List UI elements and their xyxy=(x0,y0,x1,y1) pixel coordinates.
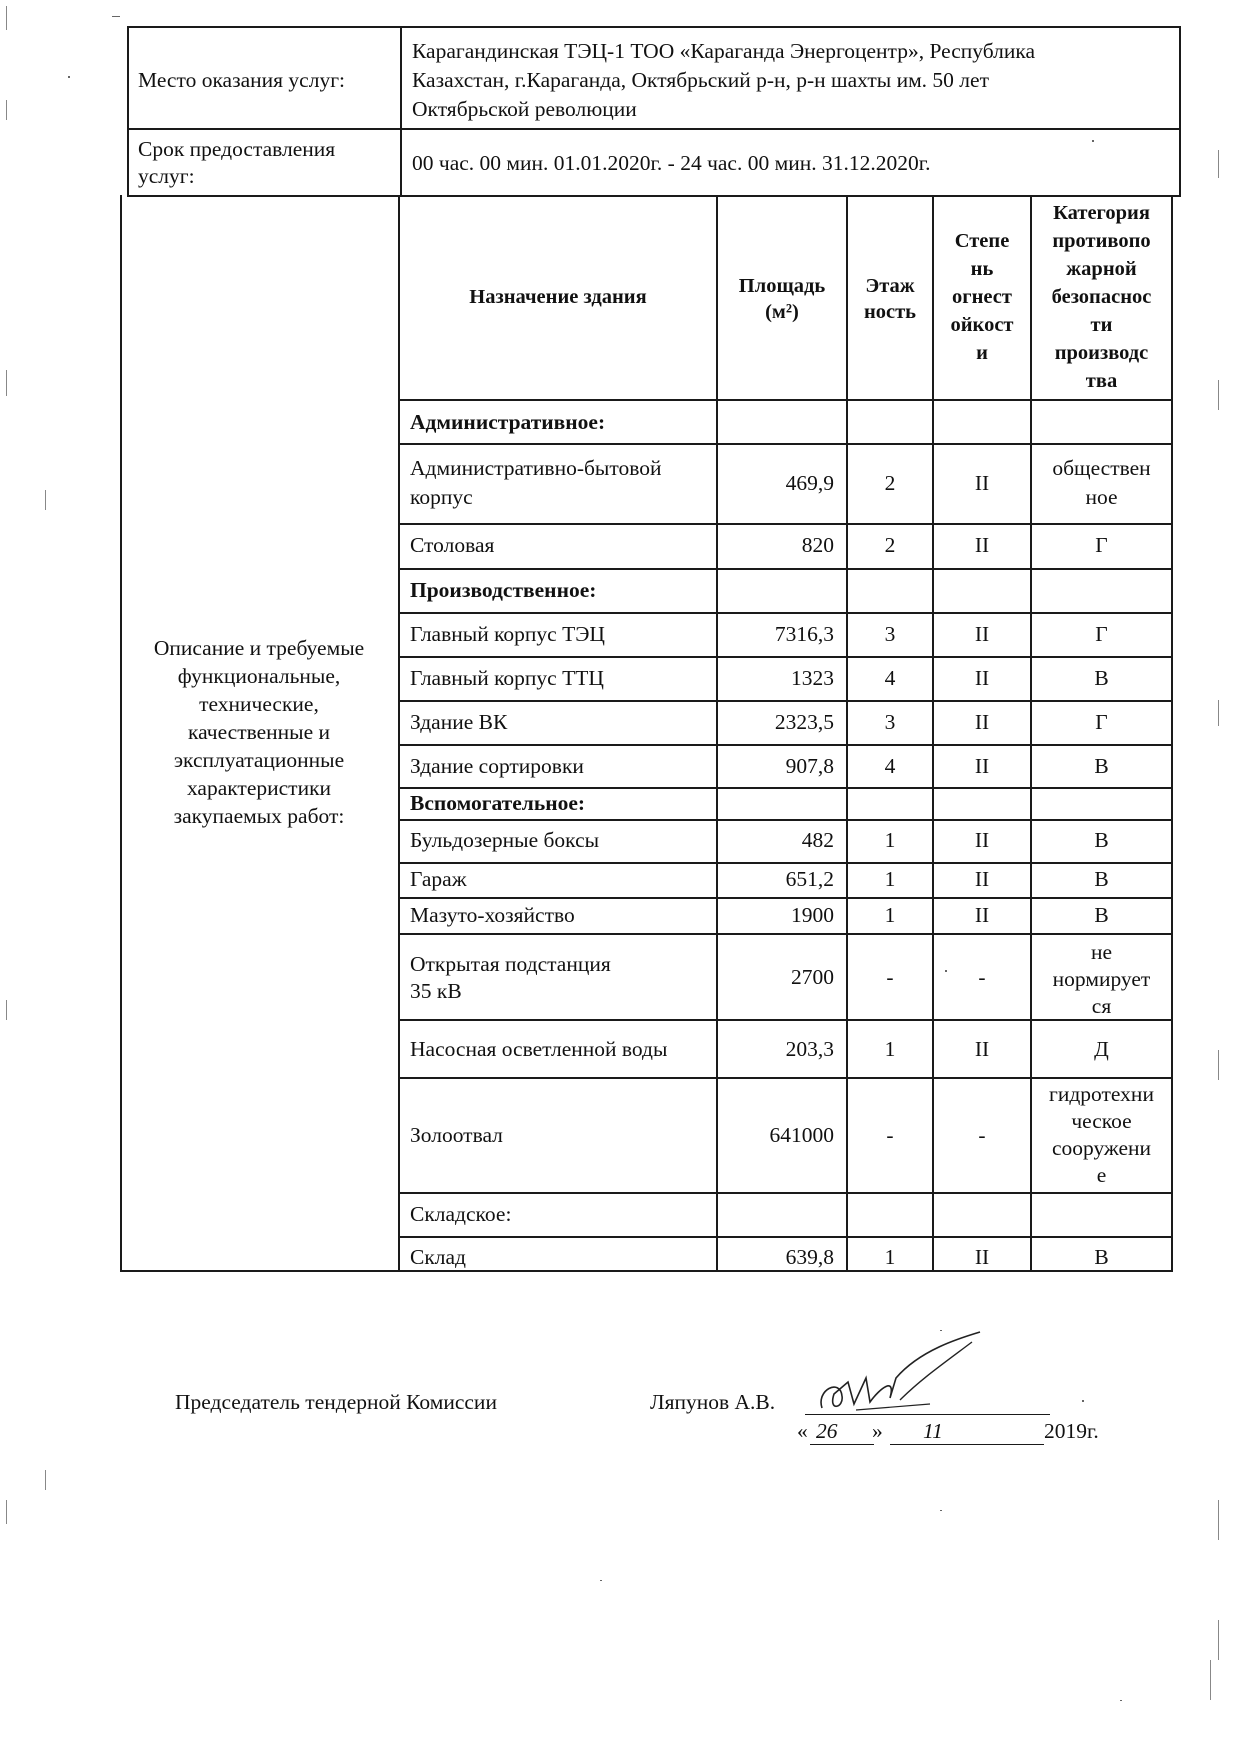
section-auxiliary: Вспомогательное: xyxy=(410,791,586,815)
header-degree-3: огнест xyxy=(952,286,1012,308)
header-area-2: (м²) xyxy=(765,301,799,323)
table-row-line xyxy=(398,700,1173,702)
header-category-1: Категория xyxy=(1053,202,1150,224)
row-area: 1900 xyxy=(791,903,834,927)
table-row-line xyxy=(398,744,1173,746)
description-label-5: эксплуатационные xyxy=(173,748,345,772)
header-floors-2: ность xyxy=(863,301,917,323)
row-degree: II xyxy=(974,754,990,778)
row-category-line: В xyxy=(1094,903,1109,927)
row-floors: - xyxy=(886,965,894,989)
table-row-line xyxy=(398,656,1173,658)
table-row-line xyxy=(398,933,1173,935)
date-close-quote: » xyxy=(872,1419,883,1443)
header-category-5: ти xyxy=(1090,314,1113,336)
date-day: 26 xyxy=(816,1419,838,1443)
row-degree: II xyxy=(974,1245,990,1269)
date-month: 11 xyxy=(923,1419,943,1443)
row-category-line: не xyxy=(1090,940,1113,964)
row-area: 820 xyxy=(801,533,834,557)
description-label-3: технические, xyxy=(199,692,319,716)
handwritten-signature xyxy=(800,1330,990,1420)
header-degree-2: нь xyxy=(970,258,994,280)
row-floors: - xyxy=(886,1123,894,1147)
outer-top-border xyxy=(127,26,1181,28)
row-category-line: В xyxy=(1094,666,1109,690)
row-floors: 4 xyxy=(884,666,896,690)
chairman-role: Председатель тендерной Комиссии xyxy=(175,1390,497,1414)
table-row-line xyxy=(398,612,1173,614)
row-category-line: В xyxy=(1094,754,1109,778)
date-month-underline xyxy=(890,1444,1044,1445)
date-year: 2019г. xyxy=(1044,1419,1099,1443)
table-row-line xyxy=(398,819,1173,821)
row-degree: II xyxy=(974,828,990,852)
description-label-4: качественные и xyxy=(187,720,331,744)
row-name-line: Насосная осветленной воды xyxy=(410,1037,668,1061)
row-area: 2323,5 xyxy=(774,710,834,734)
row-name-line: Столовая xyxy=(410,533,495,557)
row-category-line: Г xyxy=(1095,622,1108,646)
row-degree: II xyxy=(974,1037,990,1061)
section-administrative: Административное: xyxy=(410,410,606,434)
row-area: 2700 xyxy=(791,965,834,989)
row-category-line: ся xyxy=(1091,994,1112,1018)
header-degree-5: и xyxy=(976,342,988,364)
row-floors: 1 xyxy=(884,867,896,891)
row-degree: II xyxy=(974,903,990,927)
table-row-line xyxy=(398,1192,1173,1194)
table-row-line xyxy=(398,1236,1173,1238)
row-floors: 2 xyxy=(884,533,896,557)
row-category-line: сооружени xyxy=(1051,1136,1152,1160)
row-area: 907,8 xyxy=(785,754,834,778)
header-category-4: безопаснос xyxy=(1051,286,1152,308)
row-category-line: ное xyxy=(1085,485,1118,509)
description-label-2: функциональные, xyxy=(177,664,341,688)
header-purpose: Назначение здания xyxy=(469,286,647,308)
table-col-line-0 xyxy=(398,195,400,1272)
outer-right-border-top xyxy=(1179,26,1181,197)
table-col-line-5 xyxy=(1171,195,1173,1272)
row-name-line: Гараж xyxy=(410,867,467,891)
row-name-line: Мазуто-хозяйство xyxy=(410,903,575,927)
row-area: 641000 xyxy=(769,1123,834,1147)
service-period-value: 00 час. 00 мин. 01.01.2020г. - 24 час. 00 мин. 31.12.2020г. xyxy=(412,151,931,175)
row-name-line: Открытая подстанция xyxy=(410,952,611,976)
row-category-line: гидротехни xyxy=(1049,1082,1154,1106)
service-period-label-2: услуг: xyxy=(138,164,195,188)
row-divider-2 xyxy=(127,195,1181,197)
row-category-line: В xyxy=(1094,867,1109,891)
row-area: 7316,3 xyxy=(774,622,834,646)
row-floors: 1 xyxy=(884,903,896,927)
row-degree: II xyxy=(974,622,990,646)
row-category-line: нормирует xyxy=(1052,967,1151,991)
date-day-underline xyxy=(810,1444,874,1445)
row-category-line: В xyxy=(1094,828,1109,852)
table-row-line xyxy=(398,523,1173,525)
row-name-line: 35 кВ xyxy=(410,979,462,1003)
row-area: 639,8 xyxy=(785,1245,834,1269)
table-row-line xyxy=(398,787,1173,789)
row-degree: II xyxy=(974,710,990,734)
table-row-line xyxy=(398,862,1173,864)
outer-left-border-top xyxy=(127,26,129,197)
description-label-1: Описание и требуемые xyxy=(153,636,365,660)
row-category-line: Г xyxy=(1095,533,1108,557)
chairman-name: Ляпунов А.В. xyxy=(650,1390,776,1414)
row-area: 482 xyxy=(801,828,834,852)
row-floors: 1 xyxy=(884,1037,896,1061)
row-category-line: ческое xyxy=(1071,1109,1132,1133)
row-category-line: Д xyxy=(1094,1037,1109,1061)
row-degree: - xyxy=(978,1123,986,1147)
row-category-line: В xyxy=(1094,1245,1109,1269)
row-divider-1 xyxy=(127,128,1181,130)
row-area: 203,3 xyxy=(785,1037,834,1061)
row-name-line: Главный корпус ТЭЦ xyxy=(410,622,605,646)
row-degree: II xyxy=(974,533,990,557)
row-name-line: Главный корпус ТТЦ xyxy=(410,666,604,690)
row-floors: 4 xyxy=(884,754,896,778)
header-degree-1: Степе xyxy=(954,230,1010,252)
header-category-6: производс xyxy=(1054,342,1149,364)
table-row-line xyxy=(398,568,1173,570)
date-open-quote: « xyxy=(797,1419,808,1443)
row-floors: 1 xyxy=(884,828,896,852)
section-storage: Складское: xyxy=(410,1202,512,1226)
table-row-line xyxy=(398,897,1173,899)
section-production: Производственное: xyxy=(410,578,597,602)
row-name-line: Золоотвал xyxy=(410,1123,503,1147)
header-category-3: жарной xyxy=(1066,258,1137,280)
column-divider-top xyxy=(400,26,402,197)
row-floors: 3 xyxy=(884,710,896,734)
header-degree-4: ойкост xyxy=(950,314,1014,336)
header-category-2: противопо xyxy=(1052,230,1151,252)
row-area: 1323 xyxy=(791,666,834,690)
header-floors-1: Этаж xyxy=(865,275,915,297)
service-place-line-1: Карагандинская ТЭЦ-1 ТОО «Караганда Энергоцентр», Республика xyxy=(412,39,1036,63)
description-label-6: характеристики xyxy=(186,776,332,800)
row-name-line: Здание сортировки xyxy=(410,754,584,778)
row-degree: II xyxy=(974,471,990,495)
row-category-line: обществен xyxy=(1052,456,1151,480)
table-row-line xyxy=(398,1077,1173,1079)
service-place-line-3: Октябрьской революции xyxy=(412,97,637,121)
row-floors: 1 xyxy=(884,1245,896,1269)
row-degree: II xyxy=(974,666,990,690)
row-name-line: Здание ВК xyxy=(410,710,508,734)
service-place-label: Место оказания услуг: xyxy=(138,68,345,92)
row-name-line: корпус xyxy=(410,485,473,509)
table-row-line xyxy=(398,443,1173,445)
row-name-line: Административно-бытовой xyxy=(410,456,662,480)
row-degree: II xyxy=(974,867,990,891)
header-area-1: Площадь xyxy=(738,275,826,297)
row-degree: - xyxy=(978,965,986,989)
service-period-label-1: Срок предоставления xyxy=(138,137,336,161)
row-area: 651,2 xyxy=(785,867,834,891)
header-category-7: тва xyxy=(1085,370,1118,392)
row-category-line: е xyxy=(1096,1163,1107,1187)
table-row-line xyxy=(398,399,1173,401)
row-area: 469,9 xyxy=(785,471,834,495)
row-floors: 3 xyxy=(884,622,896,646)
service-place-line-2: Казахстан, г.Караганда, Октябрьский р-н, р-н шахты им. 50 лет xyxy=(412,68,989,92)
row-category-line: Г xyxy=(1095,710,1108,734)
row-floors: 2 xyxy=(884,471,896,495)
row-name-line: Бульдозерные боксы xyxy=(410,828,600,852)
description-label-7: закупаемых работ: xyxy=(173,804,345,828)
row-name-line: Склад xyxy=(410,1245,466,1269)
